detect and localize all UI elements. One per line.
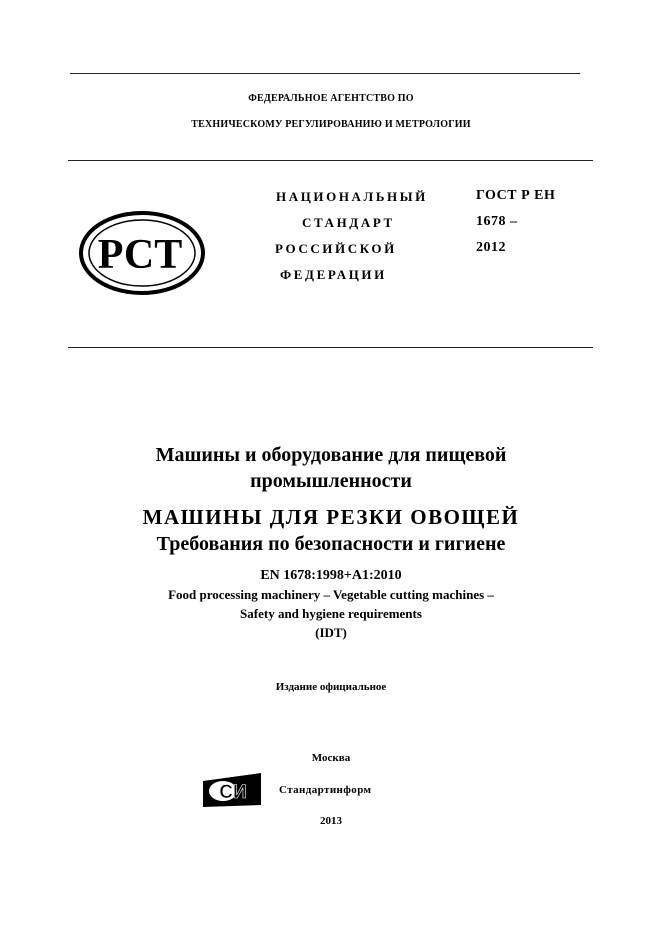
standartinform-logo-text: СИ bbox=[219, 782, 247, 803]
title-line-1: Машины и оборудование для пищевой bbox=[155, 444, 507, 466]
subtitle: Требования по безопасности и гигиене bbox=[156, 533, 506, 555]
main-title: МАШИНЫ ДЛЯ РЕЗКИ ОВОЩЕЙ bbox=[142, 505, 520, 529]
rst-logo-text: РСТ bbox=[97, 232, 183, 278]
top-rule bbox=[70, 73, 580, 74]
publisher: Стандартинформ bbox=[279, 784, 372, 796]
agency-line-2: ТЕХНИЧЕСКОМУ РЕГУЛИРОВАНИЮ И МЕТРОЛОГИИ bbox=[191, 119, 471, 130]
en-title-line-2: Safety and hygiene requirements bbox=[240, 606, 422, 621]
edition-label: Издание официальное bbox=[275, 681, 387, 693]
gost-line-2: 1678 – bbox=[476, 214, 518, 229]
year: 2013 bbox=[320, 815, 342, 827]
idt-label: (IDT) bbox=[315, 625, 347, 640]
standard-rule bbox=[68, 347, 593, 348]
rst-logo-icon bbox=[78, 210, 206, 296]
standartinform-logo-icon bbox=[201, 771, 263, 809]
national-line-1: НАЦИОНАЛЬНЫЙ bbox=[276, 189, 428, 204]
agency-line-1: ФЕДЕРАЛЬНОЕ АГЕНТСТВО ПО bbox=[248, 93, 414, 104]
en-title-line-1: Food processing machinery – Vegetable cutting machines – bbox=[168, 587, 494, 602]
national-line-3: РОССИЙСКОЙ bbox=[275, 241, 397, 256]
city: Москва bbox=[311, 752, 351, 764]
agency-rule bbox=[68, 160, 593, 161]
national-line-2: СТАНДАРТ bbox=[302, 215, 395, 230]
gost-line-1: ГОСТ Р ЕН bbox=[476, 188, 556, 203]
en-number: EN 1678:1998+A1:2010 bbox=[260, 568, 402, 583]
title-line-2: промышленности bbox=[250, 470, 412, 492]
national-line-4: ФЕДЕРАЦИИ bbox=[280, 267, 387, 282]
gost-line-3: 2012 bbox=[476, 240, 506, 255]
